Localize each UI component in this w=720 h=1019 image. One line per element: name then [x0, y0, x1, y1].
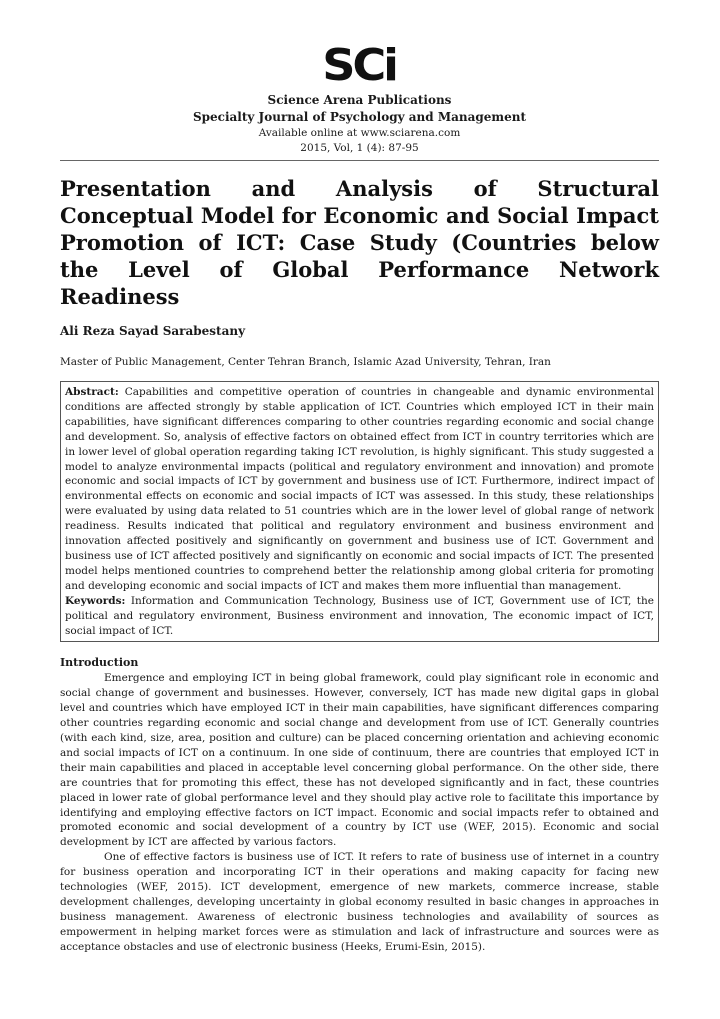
keywords-paragraph: [65, 594, 654, 639]
keywords-text: Information and Communication Technology, Business use of ICT, Government use of ICT, the political and regulatory environment, Business environment and innovation, The economic impact of ICT, social impact of ICT.: [65, 594, 654, 637]
abstract-box: [60, 381, 659, 642]
publisher-name: Science Arena Publications: [267, 93, 452, 107]
journal-header: [60, 92, 659, 156]
keywords-label: Keywords:: [65, 594, 126, 607]
journal-name: Specialty Journal of Psychology and Management: [192, 110, 527, 124]
paragraph: Emergence and employing ICT in being global framework, could play significant role in economic and social change of government and businesses. However, conversely, ICT has made new digital gaps in global level and countries which have employed ICT in their main capabilities, have significant differences comparing other countries regarding economic and social change and development from use of ICT. Generally countries (with each kind, size, area, position and culture) can be placed concerning orientation and achieving economic and social impacts of ICT on a continuum. In one side of continuum, there are countries that employed ICT in their main capabilities and placed in acceptable level concerning global performance. On the other side, there are countries that for promoting this effect, these has not developed significantly and in fact, these countries placed in lower rate of global performance level and they should play active role to facilitate this importance by identifying and employing effective factors on ICT impact. Economic and social impacts refer to obtained and promoted economic and social development of a country by ICT use (WEF, 2015). Economic and social development by ICT are affected by various factors.: [60, 672, 659, 849]
abstract-text: Capabilities and competitive operation of countries in changeable and dynamic environmental conditions are affected strongly by stable application of ICT. Countries which employed ICT in their main capabilities, have significant differences comparing to other countries regarding economic and social change and development. So, analysis of effective factors on obtained effect from ICT in country territories which are in lower level of global operation regarding taking ICT revolution, is highly significant. This study suggested a model to analyze environmental impacts (political and regulatory environment and innovation) and promote economic and social impacts of ICT by government and business use of ICT. Furthermore, indirect impact of environmental effects on economic and social impacts of ICT was assessed. In this study, these relationships were evaluated by using data related to 51 countries which are in the lower level of global range of network readiness. Results indicated that political and regulatory environment and business environment and innovation affected positively and significantly on government and business use of ICT. Government and business use of ICT affected positively and significantly on economic and social impacts of ICT. The presented model helps mentioned countries to comprehend better the relationship among global criteria for promoting and developing economic and social impacts of ICT and makes them more influential than management.: [65, 386, 654, 592]
publisher-logo: [60, 40, 659, 92]
author-affiliation: Master of Public Management, Center Tehran Branch, Islamic Azad University, Tehran, Iran: [60, 356, 551, 368]
introduction-body: [60, 671, 659, 954]
abstract-label: Abstract:: [65, 386, 119, 398]
sci-logo-icon: SCi: [322, 40, 397, 91]
abstract-paragraph: [65, 385, 654, 594]
availability-line: Available online at www.sciarena.com: [258, 127, 461, 139]
paragraph: One of effective factors is business use of ICT. It refers to rate of business use of internet in a country for business operation and incorporating ICT in their operations and making capacity for facing new technologies (WEF, 2015). ICT development, emergence of new markets, commerce increase, stable development challenges, developing uncertainty in global economy resulted in basic changes in approaches in business management. Awareness of electronic business technologies and availability of sources as empowerment in helping market forces were as stimulation and lack of infrastructure and sources were as acceptance obstacles and use of electronic business (Heeks, Erumi-Esin, 2015).: [60, 851, 659, 953]
introduction-heading: Introduction: [60, 656, 139, 670]
volume-line: 2015, Vol, 1 (4): 87-95: [300, 142, 419, 154]
author-name: Ali Reza Sayad Sarabestany: [60, 324, 246, 338]
header-divider: [60, 160, 659, 161]
paper-page: [60, 40, 659, 955]
paper-title: Presentation and Analysis of Structural Conceptual Model for Economic and Social Impact Promotion of ICT: Case Study (Countries below the Level of Global Performance Network Readiness: [60, 176, 659, 309]
